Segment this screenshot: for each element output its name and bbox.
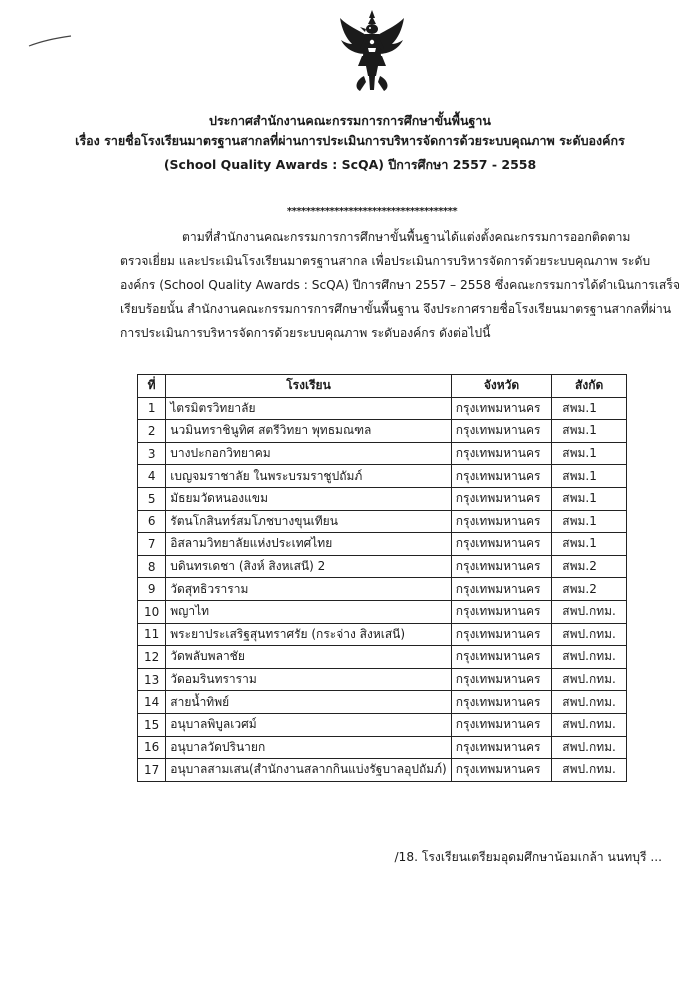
province: กรุงเทพมหานคร <box>451 533 552 556</box>
province: กรุงเทพมหานคร <box>451 578 552 601</box>
school-name: บดินทรเดชา (สิงห์ สิงหเสนี) 2 <box>166 555 451 578</box>
province: กรุงเทพมหานคร <box>451 759 552 782</box>
row-number: 15 <box>138 713 166 736</box>
school-name: สายน้ำทิพย์ <box>166 691 451 714</box>
school-name: พระยาประเสริฐสุนทราศรัย (กระจ่าง สิงหเสนี) <box>166 623 451 646</box>
province: กรุงเทพมหานคร <box>451 555 552 578</box>
row-number: 17 <box>138 759 166 782</box>
affiliation: สพป.กทม. <box>552 646 627 669</box>
body-line: เรียบร้อยนั้น สำนักงานคณะกรรมการการศึกษาขั้นพื้นฐาน จึงประกาศรายชื่อโรงเรียนมาตรฐานสากลที่ผ่าน <box>120 302 672 316</box>
table-row <box>138 397 627 420</box>
school-name: วัดพลับพลาชัย <box>166 646 451 669</box>
row-number: 16 <box>138 736 166 759</box>
school-name: มัธยมวัดหนองแขม <box>166 487 451 510</box>
province: กรุงเทพมหานคร <box>451 397 552 420</box>
school-name: วัดอมรินทราราม <box>166 668 451 691</box>
table-row <box>138 578 627 601</box>
pen-mark <box>28 34 72 48</box>
continuation-note: /18. โรงเรียนเตรียมอุดมศึกษาน้อมเกล้า นนทบุรี ... <box>394 850 662 864</box>
table-row <box>138 691 627 714</box>
table-row <box>138 487 627 510</box>
body-line: องค์กร (School Quality Awards : ScQA) ปีการศึกษา 2557 – 2558 ซึ่งคณะกรรมการได้ดำเนินการเสร็จ <box>120 278 681 292</box>
province: กรุงเทพมหานคร <box>451 713 552 736</box>
table-row <box>138 713 627 736</box>
affiliation: สพป.กทม. <box>552 736 627 759</box>
row-number: 4 <box>138 465 166 488</box>
province: กรุงเทพมหานคร <box>451 691 552 714</box>
row-number: 9 <box>138 578 166 601</box>
province: กรุงเทพมหานคร <box>451 465 552 488</box>
table-row <box>138 533 627 556</box>
header-number: ที่ <box>138 375 166 398</box>
body-paragraph <box>120 225 681 345</box>
table-row <box>138 759 627 782</box>
table-row <box>138 623 627 646</box>
garuda-emblem-icon <box>338 8 406 92</box>
school-name: พญาไท <box>166 600 451 623</box>
body-line: ตามที่สำนักงานคณะกรรมการการศึกษาขั้นพื้นฐานได้แต่งตั้งคณะกรรมการออกติดตาม <box>182 230 631 244</box>
table-row <box>138 555 627 578</box>
affiliation: สพม.1 <box>552 420 627 443</box>
province: กรุงเทพมหานคร <box>451 420 552 443</box>
row-number: 5 <box>138 487 166 510</box>
schools-table <box>137 374 627 782</box>
affiliation: สพม.1 <box>552 397 627 420</box>
province: กรุงเทพมหานคร <box>451 487 552 510</box>
announcement-header <box>0 111 700 175</box>
header-affiliation: สังกัด <box>552 375 627 398</box>
affiliation: สพป.กทม. <box>552 668 627 691</box>
row-number: 11 <box>138 623 166 646</box>
row-number: 1 <box>138 397 166 420</box>
province: กรุงเทพมหานคร <box>451 736 552 759</box>
affiliation: สพม.1 <box>552 487 627 510</box>
header-subtitle: (School Quality Awards : ScQA) ปีการศึกษา 2557 - 2558 <box>163 157 537 172</box>
table-row <box>138 646 627 669</box>
header-province: จังหวัด <box>451 375 552 398</box>
province: กรุงเทพมหานคร <box>451 510 552 533</box>
school-name: อนุบาลสามเสน(สำนักงานสลากกินแบ่งรัฐบาลอุปถัมภ์) <box>166 759 451 782</box>
table-header-row <box>138 375 627 398</box>
school-name: นวมินทราชินูทิศ สตรีวิทยา พุทธมณฑล <box>166 420 451 443</box>
separator-stars: ************************************ <box>286 206 458 217</box>
row-number: 3 <box>138 442 166 465</box>
header-school: โรงเรียน <box>166 375 451 398</box>
header-title: ประกาศสำนักงานคณะกรรมการการศึกษาขั้นพื้นฐาน <box>209 113 491 128</box>
table-row <box>138 465 627 488</box>
row-number: 8 <box>138 555 166 578</box>
affiliation: สพม.2 <box>552 578 627 601</box>
school-name: อนุบาลพิบูลเวศม์ <box>166 713 451 736</box>
table-row <box>138 442 627 465</box>
province: กรุงเทพมหานคร <box>451 600 552 623</box>
school-name: รัตนโกสินทร์สมโภชบางขุนเทียน <box>166 510 451 533</box>
row-number: 6 <box>138 510 166 533</box>
row-number: 13 <box>138 668 166 691</box>
row-number: 14 <box>138 691 166 714</box>
affiliation: สพป.กทม. <box>552 691 627 714</box>
body-line: การประเมินการบริหารจัดการด้วยระบบคุณภาพ ระดับองค์กร ดังต่อไปนี้ <box>120 326 491 340</box>
affiliation: สพป.กทม. <box>552 600 627 623</box>
affiliation: สพป.กทม. <box>552 623 627 646</box>
school-name: เบญจมราชาลัย ในพระบรมราชูปถัมภ์ <box>166 465 451 488</box>
table-row <box>138 736 627 759</box>
body-line: ตรวจเยี่ยม และประเมินโรงเรียนมาตรฐานสากล เพื่อประเมินการบริหารจัดการด้วยระบบคุณภาพ ระดับ <box>120 254 651 268</box>
affiliation: สพม.1 <box>552 442 627 465</box>
school-name: บางปะกอกวิทยาคม <box>166 442 451 465</box>
school-name: วัดสุทธิวราราม <box>166 578 451 601</box>
school-name: อนุบาลวัดปรินายก <box>166 736 451 759</box>
table-row <box>138 510 627 533</box>
row-number: 7 <box>138 533 166 556</box>
row-number: 12 <box>138 646 166 669</box>
header-subject: เรื่อง รายชื่อโรงเรียนมาตรฐานสากลที่ผ่านการประเมินการบริหารจัดการด้วยระบบคุณภาพ ระดับองค์กร <box>75 133 625 148</box>
affiliation: สพม.1 <box>552 510 627 533</box>
row-number: 10 <box>138 600 166 623</box>
table-row <box>138 420 627 443</box>
affiliation: สพม.2 <box>552 555 627 578</box>
row-number: 2 <box>138 420 166 443</box>
school-name: ไตรมิตรวิทยาลัย <box>166 397 451 420</box>
affiliation: สพป.กทม. <box>552 713 627 736</box>
table-row <box>138 668 627 691</box>
province: กรุงเทพมหานคร <box>451 646 552 669</box>
table-row <box>138 600 627 623</box>
school-name: อิสลามวิทยาลัยแห่งประเทศไทย <box>166 533 451 556</box>
province: กรุงเทพมหานคร <box>451 623 552 646</box>
affiliation: สพป.กทม. <box>552 759 627 782</box>
affiliation: สพม.1 <box>552 533 627 556</box>
province: กรุงเทพมหานคร <box>451 668 552 691</box>
province: กรุงเทพมหานคร <box>451 442 552 465</box>
affiliation: สพม.1 <box>552 465 627 488</box>
